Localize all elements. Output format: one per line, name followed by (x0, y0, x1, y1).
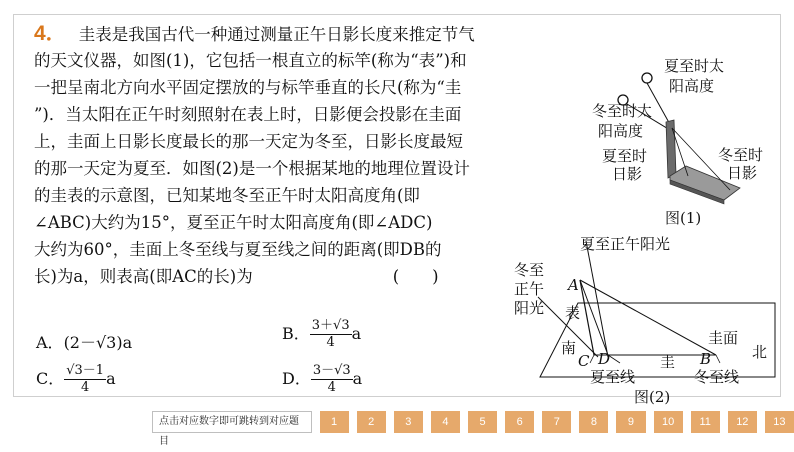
fig1-summer-sun-label2: 阳高度 (669, 77, 715, 95)
nav-button-6[interactable]: 6 (505, 411, 534, 433)
option-c[interactable]: C． $\frac{√3-1}{4}$ a (36, 363, 116, 395)
nav-button-1[interactable]: 1 (320, 411, 349, 433)
question-nav (152, 410, 794, 447)
fig2-south-label: 南 (561, 339, 577, 357)
question-line-1: 4． 圭表是我国古代一种通过测量正午日影长度来推定节气 (34, 22, 475, 45)
fig2-summer-line-label: 夏至线 (590, 368, 636, 386)
summer-light-line (586, 241, 608, 357)
nav-button-5[interactable]: 5 (468, 411, 497, 433)
fig2-winter-light-label2: 正午 (514, 280, 545, 298)
nav-button-4[interactable]: 4 (431, 411, 460, 433)
fig2-north-label: 北 (752, 343, 768, 361)
question-line-7: 的圭表的示意图，已知某地冬至正午时太阳高度角(即 (34, 186, 420, 205)
answer-blank: ( ) (392, 267, 439, 286)
figure-2-diagram (520, 235, 790, 395)
fig1-summer-shadow-label2: 日影 (612, 165, 643, 183)
nav-button-3[interactable]: 3 (394, 411, 423, 433)
fig2-summer-light-label: 夏至正午阳光 (580, 235, 671, 253)
figure-1-caption: 图(1) (665, 209, 702, 227)
fig1-winter-shadow-label: 冬至时 (718, 146, 764, 164)
option-a[interactable]: A．(2－√3)a (36, 333, 133, 352)
question-line-3: 一把呈南北方向水平固定摆放的与标竿垂直的长尺(称为“圭 (34, 78, 462, 97)
nav-button-12[interactable]: 12 (728, 411, 757, 433)
nav-button-9[interactable]: 9 (616, 411, 645, 433)
nav-button-10[interactable]: 10 (654, 411, 683, 433)
option-d-fraction: $\frac{3-√3}{4}$ (312, 363, 351, 395)
option-d[interactable]: D． $\frac{3-√3}{4}$ a (282, 363, 363, 395)
summer-sun-icon (642, 73, 652, 83)
fig1-winter-sun-label: 冬至时太 (592, 102, 653, 120)
fig2-point-b: B (700, 350, 712, 368)
question-line-10: 长)为a，则表高(即AC的长)为 ( ) (34, 267, 439, 286)
nav-button-11[interactable]: 11 (691, 411, 720, 433)
fig2-gui-label: 圭 (660, 353, 676, 371)
gnomon-pole (666, 120, 676, 178)
nav-button-7[interactable]: 7 (542, 411, 571, 433)
option-c-fraction: $\frac{√3-1}{4}$ (66, 363, 105, 395)
fig2-point-d: D (598, 350, 611, 368)
fig1-summer-shadow-label: 夏至时 (602, 147, 648, 165)
question-line-9: 大约为60°，圭面上冬至线与夏至线之间的距离(即DB的 (34, 240, 442, 259)
question-number: 4． (34, 22, 67, 45)
fig2-gui-face-label: 圭面 (708, 329, 739, 347)
fig2-biao-label: 表 (565, 304, 581, 322)
figure-2-caption: 图(2) (634, 388, 671, 406)
question-line-4: ”)．当太阳在正午时刻照射在表上时，日影便会投影在圭面 (34, 105, 462, 124)
nav-hint-label: 点击对应数字即可跳转到对应题目 (152, 411, 312, 433)
question-line-8: ∠ABC)大约为15°，夏至正午时太阳高度角(即∠ADC) (34, 213, 433, 232)
question-line-2: 的天文仪器，如图(1)，它包括一根直立的标竿(称为“表”)和 (34, 51, 467, 70)
fig2-winter-light-label3: 阳光 (514, 299, 545, 317)
fig2-point-c: C (578, 352, 590, 370)
nav-button-2[interactable]: 2 (357, 411, 386, 433)
question-line-6: 的那一天定为夏至．如图(2)是一个根据某地的地理位置设计 (34, 159, 470, 178)
option-b[interactable]: B． $\frac{3+√3}{4}$ a (282, 318, 362, 350)
nav-button-8[interactable]: 8 (579, 411, 608, 433)
fig2-point-a: A (568, 276, 579, 294)
nav-button-13[interactable]: 13 (765, 411, 794, 433)
fig1-winter-shadow-label2: 日影 (727, 164, 758, 182)
fig1-summer-sun-label: 夏至时太 (664, 57, 725, 75)
fig2-winter-line-label: 冬至线 (694, 368, 740, 386)
winter-line-pointer (716, 355, 720, 363)
gnomon-ac (580, 280, 594, 355)
option-b-fraction: $\frac{3+√3}{4}$ (311, 318, 350, 350)
fig2-winter-light-label1: 冬至 (514, 261, 545, 279)
fig1-winter-sun-label2: 阳高度 (598, 122, 644, 140)
question-line-5: 上，圭面上日影长度最长的那一天定为冬至，日影长度最短 (34, 132, 463, 151)
